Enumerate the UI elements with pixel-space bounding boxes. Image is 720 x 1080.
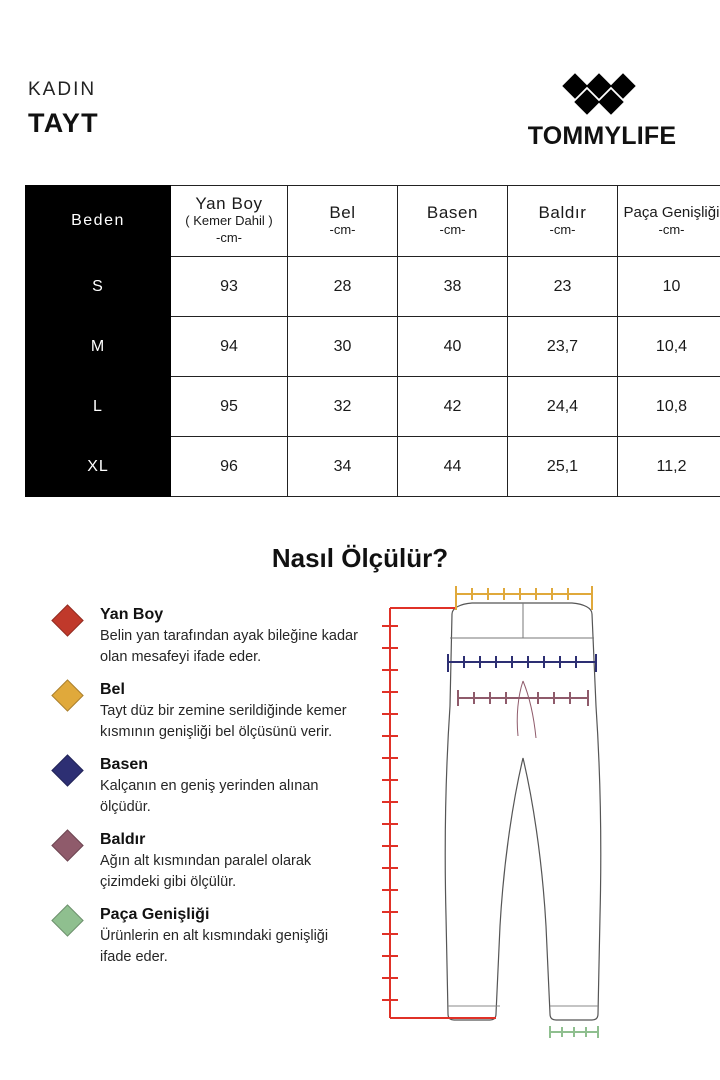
column-header-basen-unit: -cm- <box>439 221 466 237</box>
cell-baldir: 23 <box>508 257 618 317</box>
table-row <box>26 317 720 377</box>
legend-title: Paça Genişliği <box>100 906 210 923</box>
table-row <box>26 377 720 437</box>
column-header-baldir <box>508 186 618 257</box>
legend-description: Belin yan tarafından ayak bileğine kadar olan mesafeyi ifade eder. <box>100 628 358 665</box>
legend-item-basen <box>38 755 358 818</box>
column-header-bel-unit: -cm- <box>329 221 356 237</box>
table-header-row <box>26 186 720 257</box>
column-header-yan-boy-main: Yan Boy <box>195 194 263 213</box>
cell-bel: 28 <box>288 257 398 317</box>
cell-bel: 34 <box>288 437 398 497</box>
diamond-icon <box>51 904 84 937</box>
cell-paca: 10 <box>618 257 720 317</box>
cell-yan-boy: 93 <box>171 257 288 317</box>
brand-name: TOMMYLIFE <box>527 122 677 150</box>
cell-paca: 10,4 <box>618 317 720 377</box>
diamond-cluster-logo-icon <box>512 72 692 116</box>
cell-beden: S <box>26 257 171 317</box>
table-row <box>26 257 720 317</box>
cell-beden: XL <box>26 437 171 497</box>
legend-description: Kalçanın en geniş yerinden alınan ölçüdür. <box>100 778 319 815</box>
legend-description: Tayt düz bir zemine serildiğinde kemer kısmının genişliği bel ölçüsünü verir. <box>100 703 347 740</box>
legend-item-paca <box>38 905 358 968</box>
table-header <box>26 186 720 257</box>
cell-yan-boy: 96 <box>171 437 288 497</box>
cell-bel: 32 <box>288 377 398 437</box>
column-header-baldir-main: Baldır <box>538 202 587 222</box>
column-header-yan-boy-unit: -cm- <box>216 230 242 245</box>
size-table-container <box>25 185 720 497</box>
cell-basen: 44 <box>398 437 508 497</box>
legend-description: Ürünlerin en alt kısmındaki genişliği ifade eder. <box>100 928 329 965</box>
cell-beden: M <box>26 317 171 377</box>
legend-item-yan-boy <box>38 605 358 668</box>
legend-title: Baldır <box>100 831 146 848</box>
diamond-icon <box>51 604 84 637</box>
leggings-measurement-diagram <box>360 586 690 1046</box>
diamond-icon <box>51 754 84 787</box>
section-title: Nasıl Ölçülür? <box>271 543 449 573</box>
column-header-yan-boy-sub: ( Kemer Dahil ) <box>185 213 273 228</box>
legend-item-bel <box>38 680 358 743</box>
cell-basen: 40 <box>398 317 508 377</box>
column-header-yan-boy <box>171 186 288 257</box>
paca-line <box>550 1026 598 1038</box>
legend-title: Bel <box>100 681 125 698</box>
cell-bel: 30 <box>288 317 398 377</box>
size-table <box>25 185 720 497</box>
cell-paca: 11,2 <box>618 437 720 497</box>
column-header-paca <box>618 186 720 257</box>
table-body <box>26 257 720 497</box>
cell-basen: 42 <box>398 377 508 437</box>
cell-baldir: 23,7 <box>508 317 618 377</box>
category-label: KADIN <box>28 79 97 100</box>
brand-block <box>512 72 692 151</box>
column-header-basen-main: Basen <box>426 202 479 222</box>
cell-paca: 10,8 <box>618 377 720 437</box>
column-header-paca-unit: -cm- <box>658 222 685 237</box>
legend-description: Ağın alt kısmından paralel olarak çizimdeki gibi ölçülür. <box>100 853 312 890</box>
legend-title: Basen <box>100 756 149 773</box>
cell-yan-boy: 94 <box>171 317 288 377</box>
diamond-icon <box>51 679 84 712</box>
cell-yan-boy: 95 <box>171 377 288 437</box>
cell-baldir: 25,1 <box>508 437 618 497</box>
leggings-outline <box>445 603 601 1020</box>
table-row <box>26 437 720 497</box>
page-header <box>28 78 692 168</box>
diamond-icon <box>51 829 84 862</box>
column-header-baldir-unit: -cm- <box>549 221 576 237</box>
cell-baldir: 24,4 <box>508 377 618 437</box>
title-block <box>28 78 99 140</box>
column-header-beden: Beden <box>26 186 171 257</box>
column-header-basen <box>398 186 508 257</box>
measurement-legend <box>38 605 358 980</box>
cell-basen: 38 <box>398 257 508 317</box>
column-header-paca-main: Paça Genişliği <box>623 204 720 221</box>
legend-item-baldir <box>38 830 358 893</box>
legend-title: Yan Boy <box>100 606 164 623</box>
product-title: TAYT <box>28 108 99 138</box>
column-header-bel <box>288 186 398 257</box>
cell-beden: L <box>26 377 171 437</box>
column-header-bel-main: Bel <box>329 202 356 222</box>
